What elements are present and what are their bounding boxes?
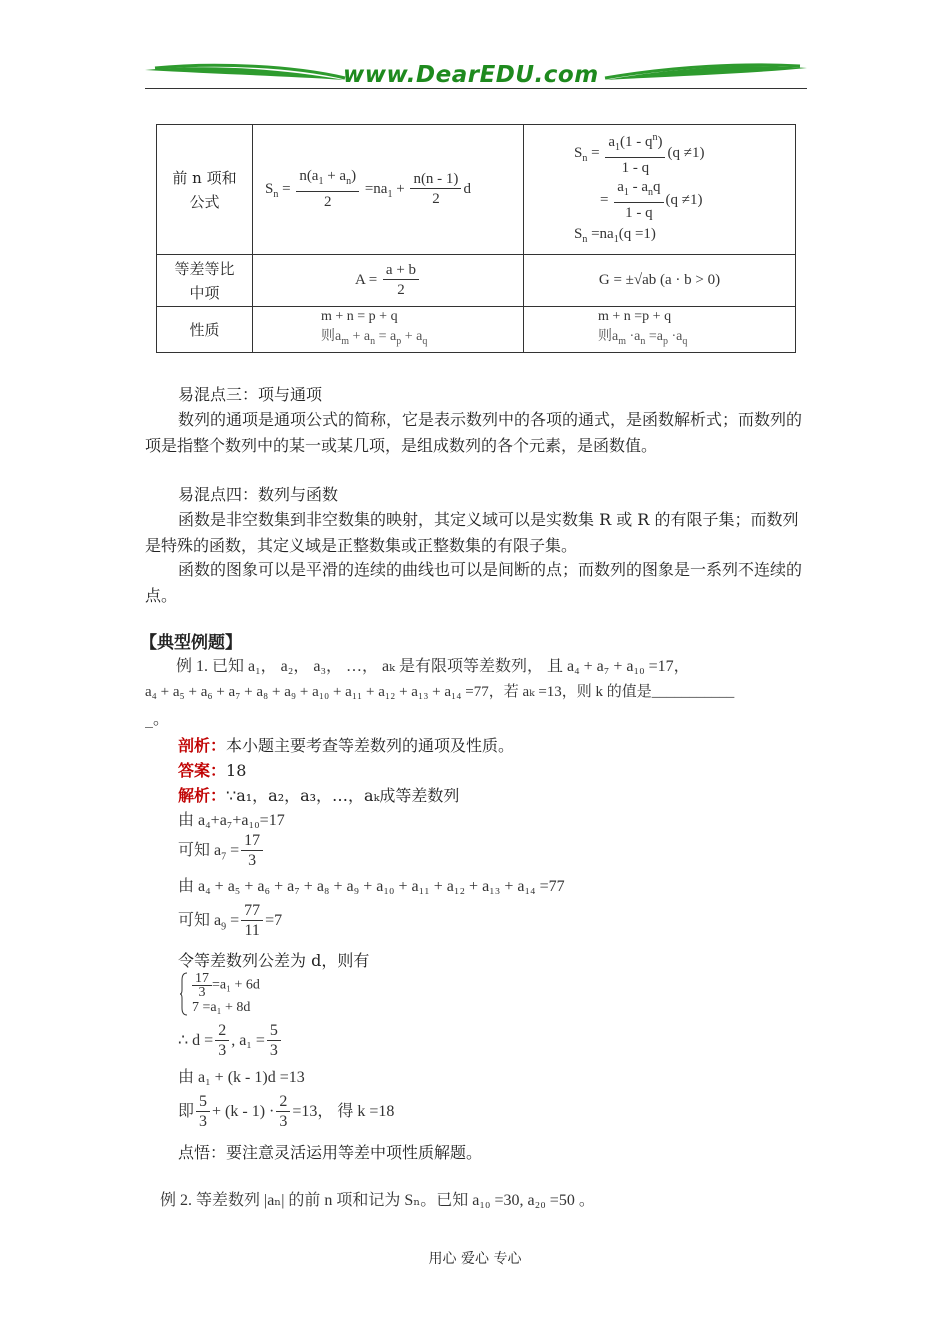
gp-sum3: S	[574, 225, 583, 242]
gp-cond2: (q ≠1)	[665, 191, 703, 208]
sys1-rhs: =a₁ + 6d	[212, 977, 260, 993]
s2-pre: 可知 a	[178, 842, 222, 860]
gp-mean: G = ±√ab (a · b > 0)	[598, 272, 721, 288]
s8-frac1	[196, 1093, 210, 1132]
answer-text: 18	[226, 761, 247, 780]
s8-num2: 2	[276, 1093, 290, 1112]
section4-title: 易混点四：数列与函数	[178, 485, 339, 504]
left-brace-icon	[180, 972, 188, 1016]
ap-sum-num1: n(a	[299, 168, 319, 184]
sys1-frac	[192, 972, 212, 999]
s2-den: 3	[248, 852, 257, 869]
table-row	[157, 307, 796, 353]
section4-para2: 函数的图象可以是平滑的连续的曲线也可以是间断的点；而数列的图象是一系列不连续的点。	[145, 560, 803, 605]
solution-text: ∵a₁，a₂，a₃，…，aₖ成等差数列	[226, 786, 460, 805]
step-2: 可知 $a_7$ = $\frac{17}{3}$	[178, 832, 265, 871]
s8-post: =13， 得 k =18	[292, 1103, 395, 1121]
s8-pre: 即	[178, 1103, 195, 1121]
gp-mean-cell	[524, 255, 796, 307]
gp-sum3c: (q =1)	[618, 225, 656, 242]
s6-pre: ∴ d =	[178, 1032, 214, 1050]
gp-num1c: )	[657, 133, 663, 150]
gp-den1: 1 - q	[621, 159, 650, 176]
step-5: 令等差数列公差为 d，则有	[178, 951, 370, 970]
step-6	[178, 1022, 283, 1061]
gp-sum-cell: $S_n$ = $\frac{a_1(1 - q^n)}{1 - q}$ (q ≠1) = $\frac{a_1 - a_nq}{1 - q}$ (q ≠1) $S_n =na_1(q =1)$	[524, 125, 796, 255]
gp-num2c: q	[653, 178, 661, 195]
row-label-sum	[157, 125, 253, 255]
row-label-text: 前 n 项和公式	[172, 168, 237, 211]
examples-heading: 【典型例题】	[140, 633, 242, 653]
analysis-line	[178, 733, 514, 759]
sys1-num: 17	[192, 972, 212, 986]
ap-sum-frac2	[410, 170, 461, 209]
gp-sum3b: =na	[587, 225, 614, 242]
ap-sum-num2: n(n - 1)	[410, 170, 461, 189]
ap-mean-lhs: A =	[354, 271, 378, 288]
s8-mid: + (k - 1) ·	[212, 1103, 275, 1121]
sys1-den: 3	[198, 985, 206, 1000]
gp-prop1: m + n =p + q	[598, 309, 672, 325]
s2-frac	[241, 832, 263, 871]
answer-line	[178, 758, 246, 784]
ap-sum-lhs: S	[265, 180, 274, 197]
solution-label: 解析：	[178, 786, 227, 805]
s2-num: 17	[241, 832, 263, 851]
gp-sum-frac2: $\frac{a_1 - a_nq}{1 - q}$	[614, 178, 663, 223]
analysis-text: 本小题主要考查等差数列的通项及性质。	[226, 736, 515, 755]
step-7: 由 a₁ + (k - 1)d =13	[178, 1069, 305, 1086]
gp-sum-frac1: $\frac{a_1(1 - q^n)}{1 - q}$	[605, 129, 665, 178]
ap-sum-frac1: $\frac{n(a_1 + a_n)}{2}$	[296, 167, 359, 212]
ap-prop1: m + n = p + q	[321, 309, 398, 325]
table-row	[157, 255, 796, 307]
s4-den: 11	[244, 922, 260, 939]
sys2: 7 =a₁ + 8d	[192, 1000, 251, 1015]
logo-text: www.DearEDU.com	[343, 62, 599, 88]
ap-prop2: 则a	[321, 329, 342, 345]
equation-system	[180, 972, 260, 1017]
ap-sum-plus: +	[392, 180, 409, 197]
answer-label: 答案：	[178, 761, 227, 780]
step-4: 可知 $a_9$ = $\frac{77}{11}$ =7	[178, 902, 283, 939]
gp-cond1: (q ≠1)	[667, 144, 705, 161]
ap-sum-d: d	[463, 180, 471, 197]
ex2-line: 例 2. 等差数列 |aₙ| 的前 n 项和记为 Sₙ。已知 a₁₀ =30, a₂₀ =50 。	[160, 1192, 595, 1209]
table-row	[157, 125, 796, 255]
s6-frac2	[267, 1022, 281, 1061]
tip: 点悟：要注意灵活运用等差中项性质解题。	[178, 1143, 483, 1162]
step-1: 由 a₄+a₇+a₁₀=17	[178, 812, 285, 829]
s4-pre: 可知 a	[178, 912, 222, 930]
s6-mid: , a₁ =	[231, 1032, 265, 1050]
s6-den1: 3	[218, 1042, 227, 1059]
gp-num1: a	[608, 133, 615, 150]
ap-sum-mid: =na	[364, 180, 388, 197]
ap-mean-num: a + b	[383, 261, 419, 280]
row-label-mean	[157, 255, 253, 307]
section3-para: 数列的通项是通项公式的简称，它是表示数列中的各项的通式，是函数解析式；而数列的项是指整个数列中的某一或某几项，是组成数列的各个元素，是函数值。	[145, 410, 803, 455]
ex1-line3: _。	[145, 709, 170, 728]
s4-frac	[241, 902, 263, 941]
formula-table	[156, 124, 796, 353]
s6-num2: 5	[267, 1022, 281, 1041]
section3-title: 易混点三：项与通项	[178, 385, 323, 404]
s4-num: 77	[241, 902, 263, 921]
ap-sum-cell: $S_n$ = $\frac{n(a_1 + a_n)}{2}$ $=na_1$ + $\frac{n(n - 1)}{2}$ d	[253, 125, 524, 255]
gp-prop2: 则a	[598, 329, 619, 345]
ex1-line1: 例 1. 已知 a₁， a₂， a₃， …， aₖ 是有限项等差数列， 且 a₄ + a₇ + a₁₀ =17，	[176, 658, 690, 675]
s8-frac2	[276, 1093, 290, 1132]
analysis-label: 剖析：	[178, 736, 227, 755]
solution-line	[178, 783, 459, 809]
s6-frac1	[215, 1022, 229, 1061]
row-label-text: 性质	[189, 320, 220, 339]
ap-sum-den2: 2	[432, 191, 440, 207]
footer-text: 用心 爱心 专心	[428, 1251, 522, 1267]
s8-den2: 3	[279, 1113, 288, 1130]
ap-mean-frac	[383, 261, 419, 300]
ap-sum-num1c: )	[351, 168, 357, 184]
s6-num1: 2	[215, 1022, 229, 1041]
gp-prop-cell: m + n =p + q 则$a_m \cdot a_n =a_p \cdot a_q$	[524, 307, 796, 353]
row-label-text: 等差等比中项	[174, 259, 235, 302]
row-label-prop	[157, 307, 253, 353]
ex1-line2: a₄ + a₅ + a₆ + a₇ + a₈ + a₉ + a₁₀ + a₁₁ + a₁₂ + a₁₃ + a₁₄ =77，若 aₖ =13，则 k 的值是___________	[145, 684, 735, 700]
gp-num2b: - a	[628, 178, 649, 195]
gp-den2: 1 - q	[625, 204, 653, 221]
ap-mean-cell	[253, 255, 524, 307]
step-3: 由 a₄ + a₅ + a₆ + a₇ + a₈ + a₉ + a₁₀ + a₁₁ + a₁₂ + a₁₃ + a₁₄ =77	[178, 878, 565, 895]
s8-den1: 3	[199, 1113, 208, 1130]
ap-sum-den: 2	[323, 194, 332, 210]
ap-prop-cell: m + n = p + q 则$a_m + a_n = a_p + a_q$	[253, 307, 524, 353]
ap-mean-den: 2	[397, 282, 405, 298]
ap-sum-num1b: + a	[323, 168, 347, 184]
s6-den2: 3	[269, 1042, 278, 1059]
s4-post: =7	[265, 912, 283, 930]
gp-num2: a	[617, 178, 624, 195]
gp-num1b: (1 - q	[619, 133, 653, 150]
header-divider	[145, 88, 807, 89]
s8-num1: 5	[196, 1093, 210, 1112]
section4-para1: 函数是非空数集到非空数集的映射，其定义域可以是实数集 R 或 R 的有限子集；而数列是特殊的函数，其定义域是正整数集或正整数集的有限子集。	[145, 510, 799, 555]
step-8	[178, 1093, 394, 1132]
